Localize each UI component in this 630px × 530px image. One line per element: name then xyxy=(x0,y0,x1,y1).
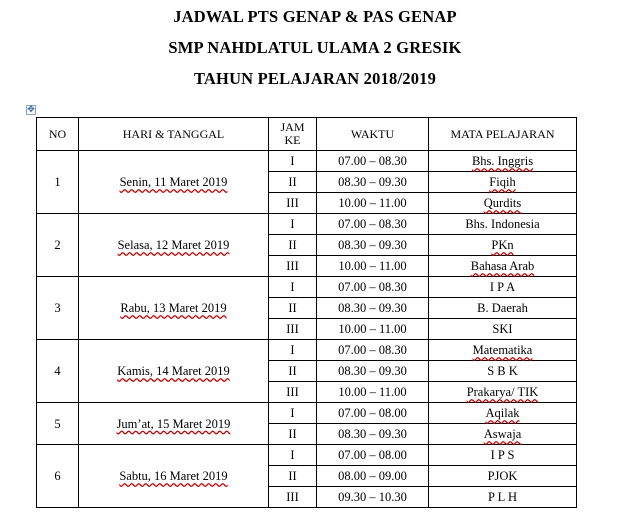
cell-mata-pelajaran xyxy=(429,445,577,466)
subject-text: PJOK xyxy=(487,469,518,483)
date-text: Kamis, 14 Maret 2019 xyxy=(117,364,230,378)
cell-waktu: 07.00 – 08.30 xyxy=(317,151,429,172)
cell-waktu: 08.30 – 09.30 xyxy=(317,361,429,382)
cell-mata-pelajaran xyxy=(429,466,577,487)
subject-text: I P A xyxy=(489,280,516,294)
cell-waktu: 08.00 – 09.00 xyxy=(317,466,429,487)
cell-jam: III xyxy=(269,193,317,214)
cell-waktu: 10.00 – 11.00 xyxy=(317,193,429,214)
date-text: Selasa, 12 Maret 2019 xyxy=(117,238,230,252)
cell-jam: I xyxy=(269,445,317,466)
subject-text: Bhs. Inggris xyxy=(471,154,534,168)
cell-waktu: 08.30 – 09.30 xyxy=(317,172,429,193)
table-row xyxy=(37,403,577,424)
subject-text: SKI xyxy=(492,322,513,336)
cell-waktu: 07.00 – 08.00 xyxy=(317,403,429,424)
cell-jam: II xyxy=(269,361,317,382)
cell-no: 4 xyxy=(37,340,79,403)
subject-text: Bahasa Arab xyxy=(470,259,535,273)
subject-text: PKn xyxy=(491,238,514,252)
cell-waktu: 07.00 – 08.30 xyxy=(317,214,429,235)
cell-mata-pelajaran xyxy=(429,424,577,445)
cell-date xyxy=(79,403,269,445)
header-jam-ke xyxy=(269,118,317,151)
cell-jam: I xyxy=(269,277,317,298)
table-row xyxy=(37,214,577,235)
title-line-2: SMP NAHDLATUL ULAMA 2 GRESIK xyxy=(168,38,462,57)
subject-text: P L H xyxy=(488,490,517,504)
subject-text: Fiqih xyxy=(489,175,516,189)
cell-jam: I xyxy=(269,340,317,361)
subject-text: I P S xyxy=(490,448,515,462)
cell-mata-pelajaran xyxy=(429,487,577,508)
cell-date xyxy=(79,445,269,508)
cell-waktu: 08.30 – 09.30 xyxy=(317,298,429,319)
header-hari-tanggal: HARI & TANGGAL xyxy=(79,118,269,151)
cell-no: 2 xyxy=(37,214,79,277)
cell-waktu: 07.00 – 08.30 xyxy=(317,340,429,361)
cell-mata-pelajaran xyxy=(429,235,577,256)
table-header-row xyxy=(37,118,577,151)
title-line-1: JADWAL PTS GENAP & PAS GENAP xyxy=(173,7,457,26)
cell-jam: II xyxy=(269,172,317,193)
cell-waktu: 08.30 – 09.30 xyxy=(317,235,429,256)
cell-waktu: 10.00 – 11.00 xyxy=(317,256,429,277)
cell-mata-pelajaran xyxy=(429,319,577,340)
header-waktu: WAKTU xyxy=(317,118,429,151)
cell-no: 5 xyxy=(37,403,79,445)
date-text: Sabtu, 16 Maret 2019 xyxy=(119,469,228,483)
subject-text: B. Daerah xyxy=(477,301,528,315)
cell-date xyxy=(79,340,269,403)
subject-text: Matematika xyxy=(472,343,533,357)
title-line-3: TAHUN PELAJARAN 2018/2019 xyxy=(193,69,437,88)
cell-jam: III xyxy=(269,319,317,340)
cell-date xyxy=(79,277,269,340)
cell-mata-pelajaran xyxy=(429,214,577,235)
cell-jam: III xyxy=(269,256,317,277)
cell-jam: II xyxy=(269,298,317,319)
subject-text: Aqilak xyxy=(485,406,520,420)
cell-mata-pelajaran xyxy=(429,361,577,382)
cell-waktu: 09.30 – 10.30 xyxy=(317,487,429,508)
cell-no: 3 xyxy=(37,277,79,340)
date-text: Senin, 11 Maret 2019 xyxy=(119,175,228,189)
cell-jam: II xyxy=(269,466,317,487)
cell-jam: III xyxy=(269,487,317,508)
cell-jam: III xyxy=(269,382,317,403)
document-title xyxy=(0,6,630,99)
subject-text: S B K xyxy=(487,364,518,378)
move-arrows-icon[interactable]: ✥ xyxy=(27,105,35,115)
cell-jam: I xyxy=(269,214,317,235)
cell-waktu: 07.00 – 08.00 xyxy=(317,445,429,466)
schedule-table xyxy=(36,117,577,508)
table-row xyxy=(37,445,577,466)
cell-mata-pelajaran xyxy=(429,298,577,319)
cell-mata-pelajaran xyxy=(429,340,577,361)
header-jam-line1: JAM xyxy=(280,120,305,134)
cell-date xyxy=(79,151,269,214)
cell-mata-pelajaran xyxy=(429,382,577,403)
cell-jam: I xyxy=(269,403,317,424)
subject-text: Aswaja xyxy=(483,427,522,441)
table-row xyxy=(37,340,577,361)
header-no: NO xyxy=(37,118,79,151)
table-row xyxy=(37,277,577,298)
cell-mata-pelajaran xyxy=(429,277,577,298)
cell-mata-pelajaran xyxy=(429,151,577,172)
subject-text: Qurdits xyxy=(483,196,522,210)
date-text: Jum’at, 15 Maret 2019 xyxy=(116,416,231,431)
header-jam-line2: KE xyxy=(284,133,301,147)
cell-mata-pelajaran xyxy=(429,193,577,214)
header-mata-pelajaran: MATA PELAJARAN xyxy=(429,118,577,151)
cell-waktu: 10.00 – 11.00 xyxy=(317,319,429,340)
cell-waktu: 10.00 – 11.00 xyxy=(317,382,429,403)
cell-mata-pelajaran xyxy=(429,403,577,424)
subject-text: Prakarya/ TIK xyxy=(466,385,539,399)
cell-waktu: 07.00 – 08.30 xyxy=(317,277,429,298)
cell-mata-pelajaran xyxy=(429,256,577,277)
table-row xyxy=(37,151,577,172)
cell-date xyxy=(79,214,269,277)
cell-no: 1 xyxy=(37,151,79,214)
cell-no: 6 xyxy=(37,445,79,508)
cell-jam: II xyxy=(269,235,317,256)
subject-text: Bhs. Indonesia xyxy=(465,217,540,231)
cell-jam: I xyxy=(269,151,317,172)
cell-jam: II xyxy=(269,424,317,445)
schedule-body xyxy=(37,151,577,508)
cell-waktu: 08.30 – 09.30 xyxy=(317,424,429,445)
cell-mata-pelajaran xyxy=(429,172,577,193)
date-text: Rabu, 13 Maret 2019 xyxy=(120,301,227,315)
